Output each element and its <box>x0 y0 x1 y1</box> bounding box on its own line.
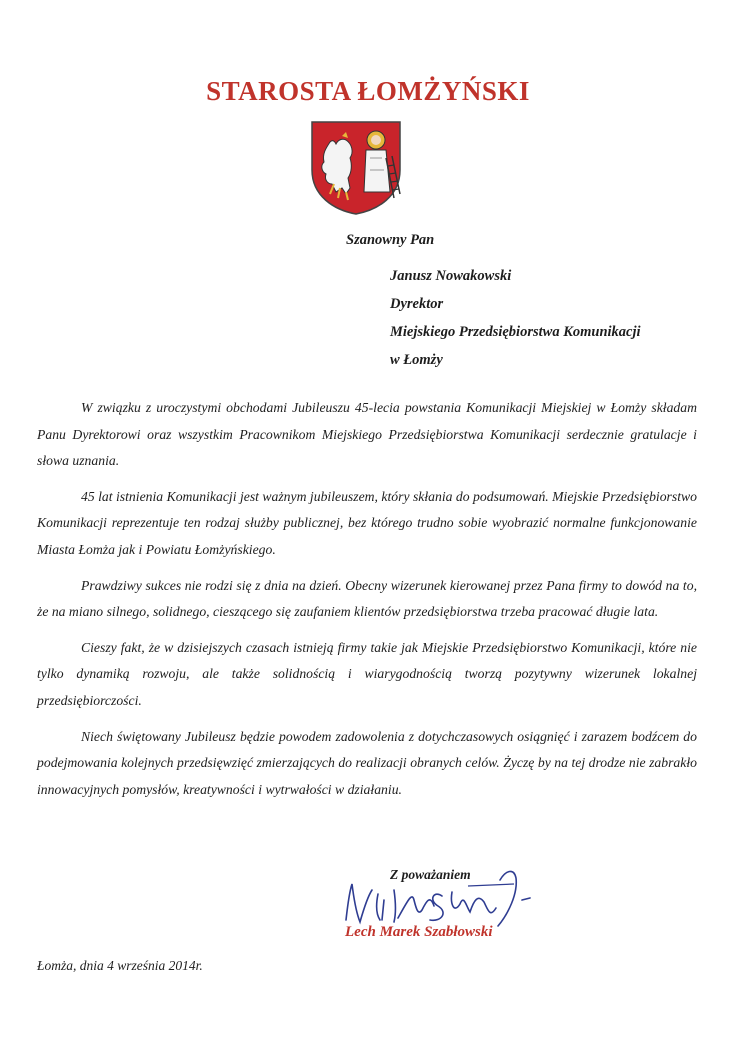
body-paragraph: 45 lat istnienia Komunikacji jest ważnym jubileuszem, który skłania do podsumowań. Miejskie Przedsiębiorstwo Komunikacji reprezentuje ten rodzaj służby publicznej, bez którego trudno sobie wyobrazić normalne funkcjonowanie Miasta Łomża jak i Powiatu Łomżyńskiego. <box>37 488 697 557</box>
signer-name: Lech Marek Szabłowski <box>345 924 493 940</box>
page-title: STAROSTA ŁOMŻYŃSKI <box>206 76 530 106</box>
place-date: Łomża, dnia 4 września 2014r. <box>37 958 203 973</box>
recipient-company: Miejskiego Przedsiębiorstwa Komunikacji <box>390 324 641 340</box>
recipient-block <box>390 262 641 374</box>
recipient-name: Janusz Nowakowski <box>390 268 512 284</box>
body-paragraph: Cieszy fakt, że w dzisiejszych czasach istnieją firmy takie jak Miejskie Przedsiębiorstwo Komunikacji, które nie tylko dynamiką rozwoju, ale także solidnością i wiarygodnością tworzą pozytywny wizerunek lokalnej przedsiębiorczości. <box>37 639 697 708</box>
salutation: Szanowny Pan <box>346 232 435 248</box>
recipient-position: Dyrektor <box>390 296 444 312</box>
body-paragraph: Niech świętowany Jubileusz będzie powodem zadowolenia z dotychczasowych osiągnięć i zarazem bodźcem do podejmowania kolejnych przedsięwzięć zmierzających do realizacji obranych celów. Życzę by na tej drodze nie zabrakło innowacyjnych pomysłów, kreatywności i wytrwałości w działaniu. <box>37 728 697 797</box>
recipient-city: w Łomży <box>390 352 443 368</box>
body-paragraph: Prawdziwy sukces nie rodzi się z dnia na dzień. Obecny wizerunek kierowanej przez Pana firmy to dowód na to, że na miano silnego, solidnego, cieszącego się zaufaniem klientów przedsiębiorstwa trzeba pracować długie lata. <box>37 577 697 620</box>
closing-text: Z poważaniem <box>390 867 471 882</box>
coat-of-arms-icon <box>308 118 404 216</box>
letter-body <box>37 395 697 812</box>
body-paragraph: W związku z uroczystymi obchodami Jubileuszu 45-lecia powstania Komunikacji Miejskiej w Łomży składam Panu Dyrektorowi oraz wszystkim Pracownikom Miejskiego Przedsiębiorstwa Komunikacji serdecznie gratulacje i słowa uznania. <box>37 400 697 469</box>
